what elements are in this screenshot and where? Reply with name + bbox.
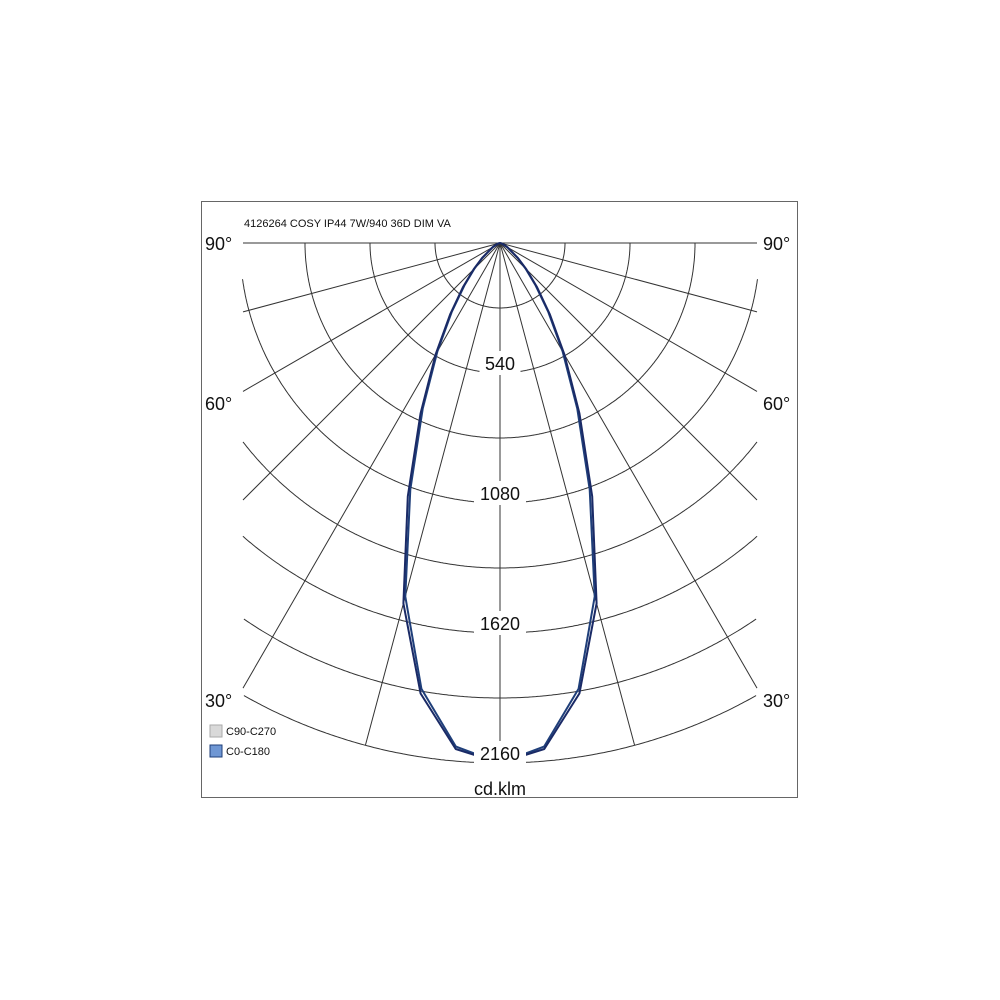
angle-label-right: 30° xyxy=(763,691,791,711)
radial-tick-label: 1620 xyxy=(479,614,521,634)
grid-spoke xyxy=(243,243,500,312)
grid-spoke xyxy=(243,243,500,500)
radial-tick-label: 2160 xyxy=(479,744,521,764)
radial-tick-label: 1080 xyxy=(479,484,521,504)
grid-spoke xyxy=(500,243,757,688)
angle-labels xyxy=(205,234,790,711)
grid-spoke xyxy=(500,243,757,500)
grid-spoke xyxy=(243,243,500,688)
radial-tick-label: 540 xyxy=(484,354,516,374)
angle-label-left: 30° xyxy=(205,691,233,711)
angle-label-right: 90° xyxy=(763,234,791,254)
legend-swatch xyxy=(210,725,222,737)
angle-label-right: 60° xyxy=(763,394,791,414)
unit-label: cd.klm xyxy=(473,779,527,799)
chart-title: 4126264 COSY IP44 7W/940 36D DIM VA xyxy=(244,218,451,230)
legend-label: C0-C180 xyxy=(226,746,271,758)
legend xyxy=(210,725,276,758)
legend-label: C90-C270 xyxy=(226,726,277,738)
grid-spoke xyxy=(500,243,757,312)
angle-label-left: 60° xyxy=(205,394,233,414)
legend-swatch xyxy=(210,745,222,757)
angle-label-left: 90° xyxy=(205,234,233,254)
